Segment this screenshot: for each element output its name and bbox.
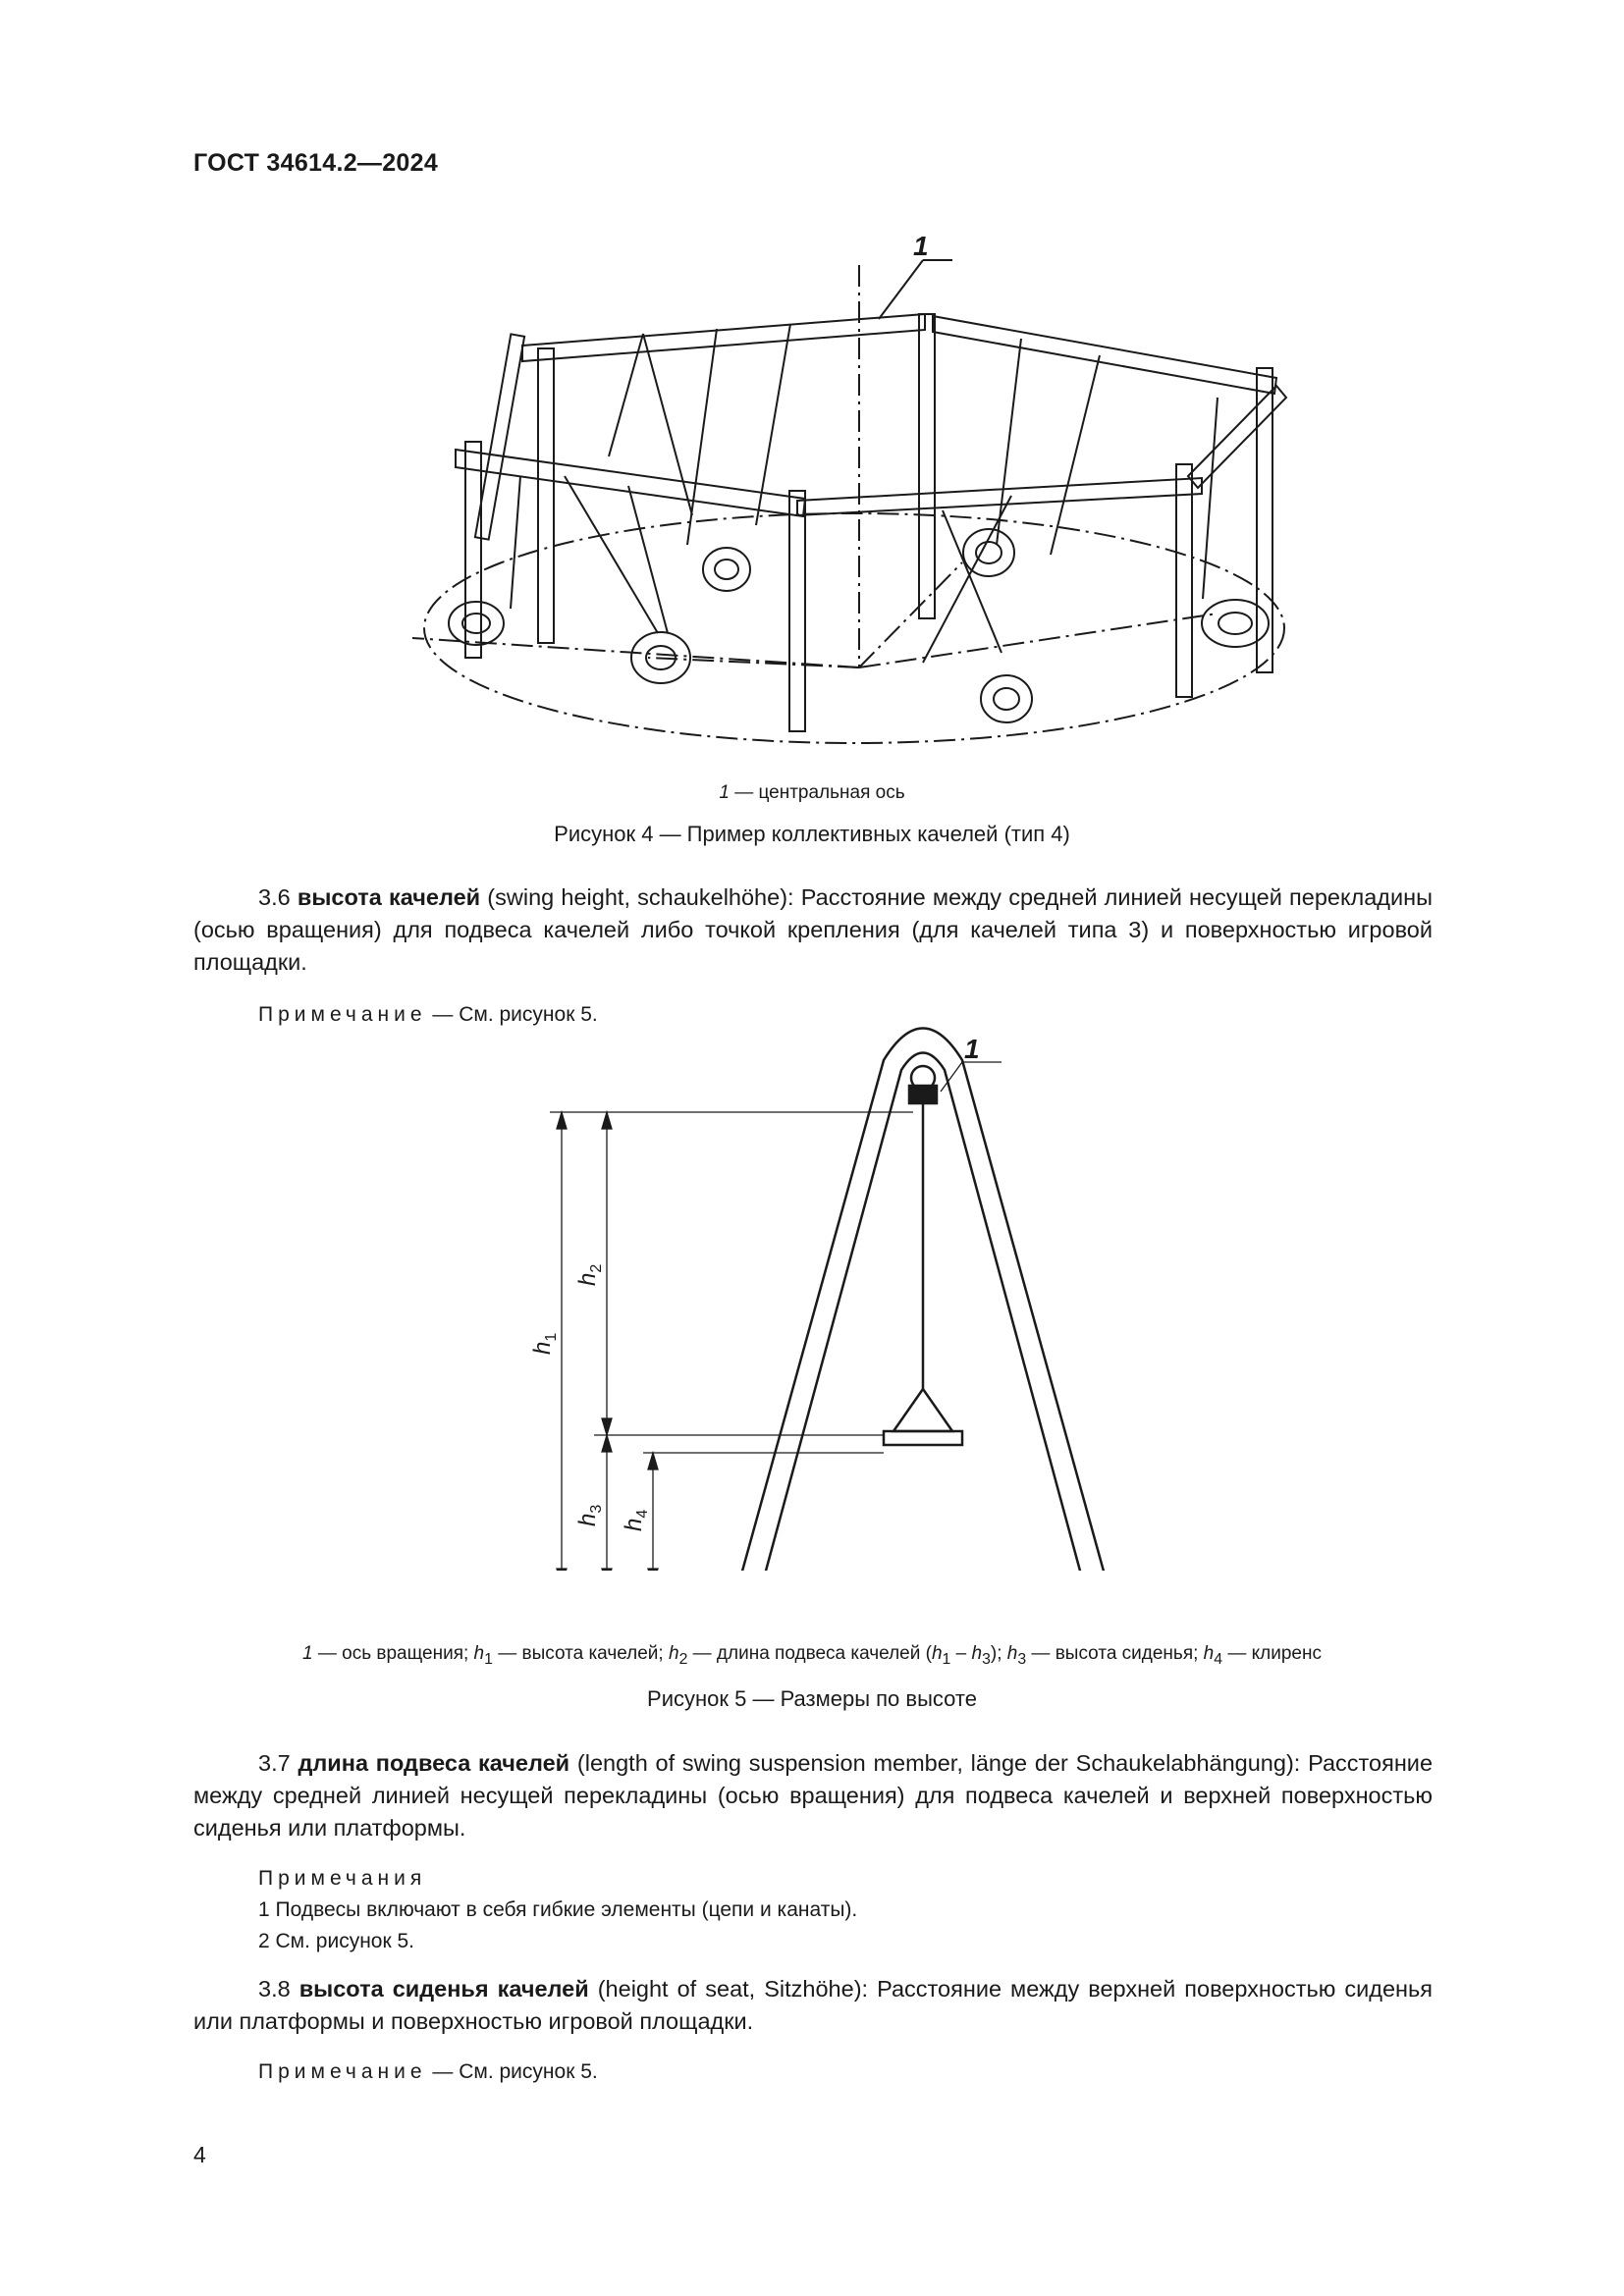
- legend-symbol: h: [971, 1643, 983, 1664]
- beam-front-left: [456, 450, 805, 516]
- figure-4-caption: Рисунок 4 — Пример коллективных качелей (тип 4): [554, 822, 1070, 846]
- figure-5-legend: [0, 1643, 1624, 1669]
- legend-sub: 3: [982, 1650, 991, 1668]
- legend-text: — ось вращения;: [312, 1643, 474, 1664]
- figure-4-drawing: [412, 221, 1296, 751]
- legend-item-number: 1: [719, 782, 730, 803]
- section-body: (swing height, schaukelhöhe): Расстояние между средней линией несущей перекладины (осью вращения) для подвеса качелей либо точкой крепления (для качелей типа 3) и поверхностью игровой площадки.: [193, 884, 1433, 975]
- section-term: высота качелей: [297, 884, 481, 910]
- tyre-seat-6: [1202, 600, 1269, 647]
- notes-label: Примечания: [258, 1867, 427, 1890]
- note-1: 1 Подвесы включают в себя гибкие элементы (цепи и канаты).: [258, 1898, 858, 1921]
- post-front-center: [789, 491, 805, 731]
- section-number: 3.8: [258, 1976, 299, 2002]
- post-back-left: [538, 348, 554, 643]
- svg-text:h2: [574, 1264, 605, 1286]
- svg-text:h3: [574, 1505, 605, 1526]
- svg-text:h1: [529, 1333, 560, 1355]
- h2-sub: 2: [588, 1263, 605, 1273]
- tyre-seat-4: [963, 529, 1014, 576]
- section-3-7: [193, 1747, 1433, 1844]
- note-text: — См. рисунок 5.: [426, 1003, 598, 1026]
- legend-symbol: h: [473, 1643, 485, 1664]
- figure-5-drawing: [511, 1021, 1198, 1571]
- legend-sub: 2: [678, 1650, 688, 1668]
- page-number: 4: [193, 2142, 206, 2167]
- legend-item-number: 1: [302, 1643, 313, 1664]
- legend-symbol: h: [668, 1643, 679, 1664]
- post-front-left: [465, 442, 481, 658]
- legend-sub: 1: [484, 1650, 493, 1668]
- legend-sub: 3: [1017, 1650, 1027, 1668]
- h1-label: h: [529, 1341, 556, 1355]
- section-term: длина подвеса качелей: [298, 1750, 570, 1776]
- svg-text:h4: [621, 1510, 651, 1531]
- section-number: 3.7: [258, 1750, 298, 1776]
- section-term: высота сиденья качелей: [298, 1976, 589, 2002]
- legend-text: –: [950, 1643, 972, 1664]
- standard-header: ГОСТ 34614.2—2024: [193, 149, 439, 177]
- h1-sub: 1: [543, 1332, 560, 1342]
- figure-5-caption: Рисунок 5 — Размеры по высоте: [647, 1686, 977, 1711]
- section-body: (length of swing suspension member, länge der Schaukelabhängung): Расстояние между средней линией несущей перекладины (осью вращения) для подвеса качелей и верхней поверхностью сиденья или платформы.: [193, 1750, 1434, 1841]
- figure-4-legend: [0, 782, 1624, 804]
- section-3-8: [193, 1973, 1433, 2038]
- legend-text: — длина подвеса качелей (: [687, 1643, 932, 1664]
- beam-back-right: [933, 316, 1276, 394]
- h4-label: h: [621, 1518, 647, 1531]
- post-front-right: [1176, 464, 1192, 697]
- figure-5-callout: 1: [964, 1034, 980, 1064]
- legend-sub: 4: [1214, 1650, 1223, 1668]
- post-back-center: [919, 314, 935, 618]
- h3-label: h: [574, 1513, 601, 1526]
- legend-text: — высота качелей;: [492, 1643, 669, 1664]
- legend-text: — клиренс: [1222, 1643, 1322, 1664]
- h4-sub: 4: [634, 1509, 651, 1519]
- beam-back-left: [522, 314, 925, 361]
- tyre-seat-1: [449, 602, 504, 645]
- legend-item-text: — центральная ось: [729, 782, 905, 803]
- legend-text: — высота сиденья;: [1026, 1643, 1204, 1664]
- section-body: (height of seat, Sitzhöhe): Расстояние между верхней поверхностью сиденья или платформы и поверхностью игровой площадки.: [193, 1976, 1433, 2034]
- h2-label: h: [574, 1272, 601, 1286]
- legend-symbol: h: [931, 1643, 943, 1664]
- legend-symbol: h: [1006, 1643, 1018, 1664]
- tyre-seat-3: [703, 548, 750, 591]
- note-label: Примечание: [258, 1003, 427, 1026]
- legend-symbol: h: [1203, 1643, 1215, 1664]
- note-text: — См. рисунок 5.: [426, 2060, 598, 2083]
- seat-hanger: [893, 1389, 952, 1431]
- legend-sub: 1: [942, 1650, 951, 1668]
- section-3-8-note: [258, 2056, 1417, 2088]
- beam-front-right: [797, 478, 1202, 515]
- note-label: Примечание: [258, 2060, 427, 2083]
- section-3-7-notes: [258, 1863, 1417, 1957]
- legend-text: );: [990, 1643, 1007, 1664]
- h3-sub: 3: [588, 1504, 605, 1514]
- swing-seat: [884, 1431, 962, 1445]
- section-3-6: [193, 881, 1433, 979]
- figure-4-callout: 1: [913, 231, 929, 261]
- tyre-seat-5: [981, 675, 1032, 722]
- note-2: 2 См. рисунок 5.: [258, 1930, 415, 1952]
- section-number: 3.6: [258, 884, 298, 910]
